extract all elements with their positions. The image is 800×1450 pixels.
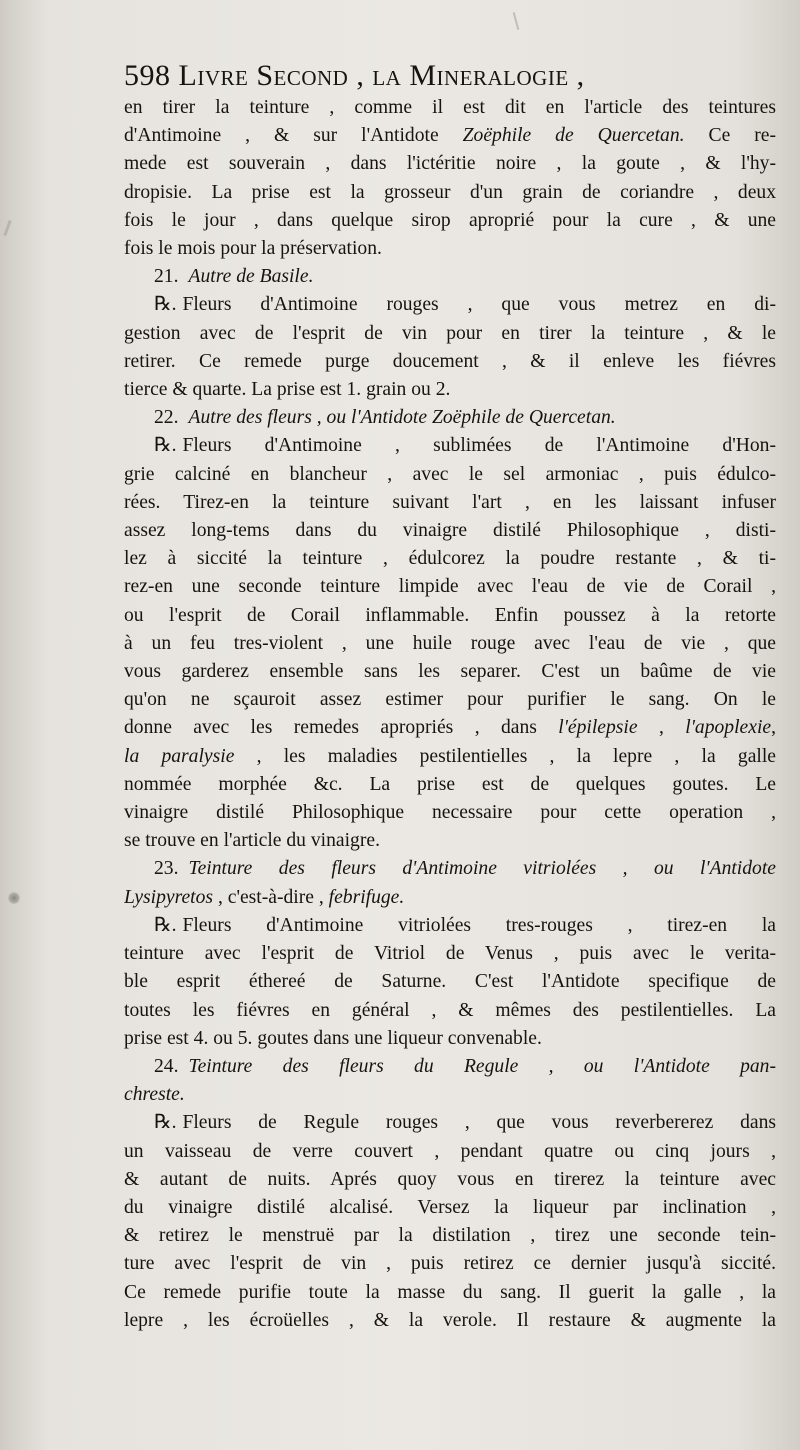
- recipe-symbol: ℞.: [154, 914, 177, 936]
- section-number: 24.: [154, 1055, 179, 1077]
- text-line: la paralysie , les maladies pestilentielles , la lepre , la galle: [124, 745, 776, 767]
- text-line: lepre , les écroüelles , & la verole. Il restaure & augmente la: [124, 1309, 776, 1331]
- text-line: dropisie. La prise est la grosseur d'un grain de coriandre , deux: [124, 181, 776, 203]
- section-number: 23.: [154, 858, 179, 880]
- text-line: ble esprit éthereé de Saturne. C'est l'Antidote specifique de: [124, 971, 776, 993]
- paper-hole: [8, 892, 20, 904]
- section-title: Teinture des fleurs d'Antimoine vitriolées , ou l'Antidote: [188, 858, 776, 880]
- running-head: [124, 58, 776, 94]
- section-title: Autre de Basile.: [188, 266, 314, 288]
- text-line: tierce & quarte. La prise est 1. grain ou 2.: [124, 379, 451, 401]
- section-heading-23: [124, 855, 776, 883]
- recipe-symbol: ℞.: [154, 294, 177, 316]
- text-line: retirer. Ce remede purge doucement , & il enleve les fiévres: [124, 350, 776, 372]
- text-line: prise est 4. ou 5. goutes dans une liqueur convenable.: [124, 1027, 542, 1049]
- section-title: Teinture des fleurs du Regule , ou l'Antidote pan-: [188, 1055, 776, 1077]
- text-line: lez à siccité la teinture , édulcorez la poudre restante , & ti-: [124, 548, 776, 570]
- section-heading-22: [124, 404, 776, 432]
- text-line: ture avec l'esprit de vin , puis retirez ce dernier jusqu'à siccité.: [124, 1253, 776, 1275]
- text-line: mede est souverain , dans l'ictéritie noire , la goute , & l'hy-: [124, 153, 776, 175]
- text-line: du vinaigre distilé alcalisé. Versez la liqueur par inclination ,: [124, 1196, 776, 1218]
- running-title: Livre Second , la Mineralogie ,: [178, 59, 585, 92]
- text-line: rées. Tirez-en la teinture suivant l'art , en les laissant infuser: [124, 491, 776, 513]
- text-line: d'Antimoine , & sur l'Antidote Zoëphile de Quercetan. Ce re-: [124, 125, 776, 147]
- text-line: ℞. Fleurs d'Antimoine , sublimées de l'Antimoine d'Hon-: [154, 435, 776, 457]
- text-line: se trouve en l'article du vinaigre.: [124, 830, 380, 852]
- text-line: fois le mois pour la préservation.: [124, 238, 382, 260]
- text-line: à un feu tres-violent , une huile rouge avec l'eau de vie , que: [124, 632, 776, 654]
- section-number: 22.: [154, 407, 179, 429]
- section-number: 21.: [154, 266, 179, 288]
- paper-stain: [513, 12, 520, 30]
- text-line: qu'on ne sçauroit assez estimer pour purifier le sang. On le: [124, 689, 776, 711]
- text-line: gestion avec de l'esprit de vin pour en tirer la teinture , & le: [124, 322, 776, 344]
- text-line: & retirez le menstruë par la distilation , tirez une seconde tein-: [124, 1225, 776, 1247]
- text-line: Ce remede purifie toute la masse du sang. Il guerit la galle , la: [124, 1281, 776, 1303]
- recipe-symbol: ℞.: [154, 435, 177, 457]
- section-title: Autre des fleurs , ou l'Antidote Zoëphile de Quercetan.: [188, 407, 616, 429]
- text-line: ℞. Fleurs de Regule rouges , que vous reverbererez dans: [154, 1112, 776, 1134]
- text-line: ℞. Fleurs d'Antimoine vitriolées tres-rouges , tirez-en la: [154, 914, 776, 936]
- text-line: grie calciné en blancheur , avec le sel armoniac , puis édulco-: [124, 463, 776, 485]
- text-line: assez long-tems dans du vinaigre distilé Philosophique , disti-: [124, 520, 776, 542]
- text-line: en tirer la teinture , comme il est dit en l'article des teintures: [124, 97, 776, 118]
- text-line: donne avec les remedes apropriés , dans l'épilepsie , l'apoplexie,: [124, 717, 776, 739]
- text-line: vous garderez ensemble sans les separer. C'est un baûme de vie: [124, 661, 776, 683]
- page-number: 598: [124, 59, 171, 92]
- paper-stain: [3, 220, 11, 236]
- page-body: [124, 94, 776, 1335]
- text-line: teinture avec l'esprit de Vitriol de Venus , puis avec le verita-: [124, 943, 776, 965]
- text-line: un vaisseau de verre couvert , pendant quatre ou cinq jours ,: [124, 1140, 776, 1162]
- text-line: nommée morphée &c. La prise est de quelques goutes. Le: [124, 773, 776, 795]
- text-line: vinaigre distilé Philosophique necessaire pour cette operation ,: [124, 802, 776, 824]
- section-heading-24: [124, 1053, 776, 1081]
- text-line: ou l'esprit de Corail inflammable. Enfin poussez à la retorte: [124, 604, 776, 626]
- section-heading-21: [124, 263, 776, 291]
- text-line: ℞. Fleurs d'Antimoine rouges , que vous metrez en di-: [154, 294, 776, 316]
- section-heading-23-cont: Lysipyretos , c'est-à-dire , febrifuge.: [124, 886, 405, 908]
- text-line: toutes les fiévres en général , & mêmes des pestilentielles. La: [124, 999, 776, 1021]
- recipe-symbol: ℞.: [154, 1112, 177, 1134]
- section-heading-24-cont: chreste.: [124, 1084, 185, 1106]
- text-line: fois le jour , dans quelque sirop aproprié pour la cure , & une: [124, 209, 776, 231]
- text-line: rez-en une seconde teinture limpide avec l'eau de vie de Corail ,: [124, 576, 776, 598]
- text-line: & autant de nuits. Aprés quoy vous en tirerez la teinture avec: [124, 1168, 776, 1190]
